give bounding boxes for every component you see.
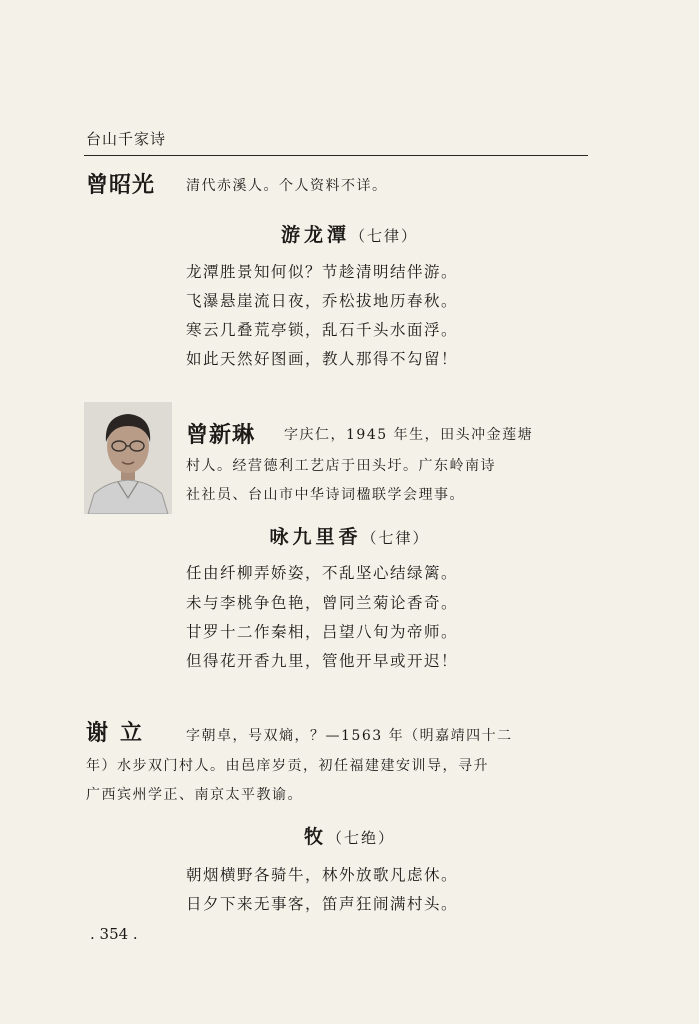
poem-2-line-4: 但得花开香九里，管他开早或开迟！ <box>186 652 459 670</box>
poet-bio-2-line-3: 社社员、台山市中华诗词楹联学会理事。 <box>186 487 465 503</box>
running-header: 台山千家诗 <box>86 130 167 148</box>
poem-3-line-2: 日夕下来无事客，笛声狂闹满村头。 <box>186 895 459 913</box>
poem-title-3 <box>0 822 699 849</box>
poet-name-3: 谢立 <box>86 721 155 746</box>
poet-bio-2-line-2: 村人。经营德利工艺店于田头圩。广东岭南诗 <box>186 458 496 474</box>
poet-name-1: 曾昭光 <box>86 173 156 198</box>
poem-form-2: （七律） <box>361 529 430 547</box>
poem-title-2 <box>0 522 699 549</box>
page-number: . 354 . <box>90 925 138 943</box>
poet-name-2: 曾新琳 <box>186 423 256 448</box>
poem-1-line-3: 寒云几叠荒亭锁，乱石千头水面浮。 <box>186 321 459 339</box>
poem-2-line-3: 甘罗十二作秦相，吕望八旬为帝师。 <box>186 623 459 641</box>
header-rule <box>84 155 588 156</box>
poet-bio-1-line-1: 清代赤溪人。个人资料不详。 <box>186 178 388 194</box>
poet-bio-3-line-1: 字朝卓，号双熵，？—1563 年（明嘉靖四十二 <box>186 728 513 744</box>
poem-1-line-4: 如此天然好图画，教人那得不勾留！ <box>186 350 459 368</box>
poem-2-line-2: 未与李桃争色艳，曾同兰菊论香奇。 <box>186 594 459 612</box>
poem-title-1 <box>0 220 699 247</box>
portrait-illustration <box>84 402 172 514</box>
poem-title-2-text: 咏九里香 <box>269 526 362 548</box>
poem-3-line-1: 朝烟横野各骑牛，林外放歌凡虑休。 <box>186 866 459 884</box>
poem-1-line-1: 龙潭胜景知何似？节趁清明结伴游。 <box>186 263 459 281</box>
poet-bio-3-line-2: 年）水步双门村人。由邑庠岁贡，初任福建建安训导，寻升 <box>86 758 489 774</box>
poet-bio-3-line-3: 广西宾州学正、南京太平教谕。 <box>86 787 303 803</box>
poet-bio-2-line-1: 字庆仁，1945 年生，田头冲金莲塘 <box>284 427 534 443</box>
poem-form-3: （七绝） <box>327 829 396 847</box>
poet-portrait-photo <box>84 402 172 514</box>
poem-form-1: （七律） <box>350 227 419 245</box>
poem-1-line-2: 飞瀑悬崖流日夜，乔松拔地历春秋。 <box>186 292 459 310</box>
poem-title-3-text: 牧 <box>303 826 327 848</box>
poem-2-line-1: 任由纤柳弄娇姿，不乱坚心结绿篱。 <box>186 564 459 582</box>
poem-title-1-text: 游龙潭 <box>280 224 350 246</box>
